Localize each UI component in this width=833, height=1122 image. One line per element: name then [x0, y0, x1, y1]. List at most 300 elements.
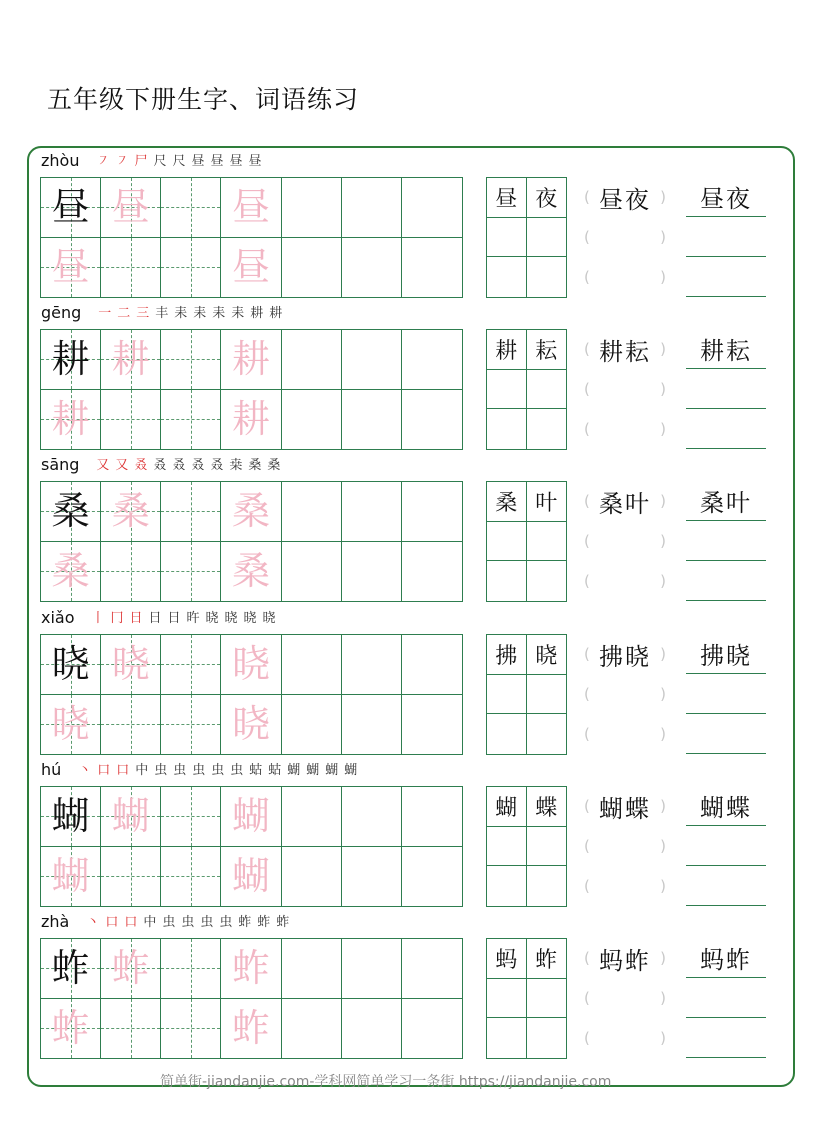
- open-paren: (: [584, 228, 590, 246]
- stroke-step: 昼: [191, 154, 205, 169]
- trace-character: 蝴: [111, 794, 150, 839]
- paren-word: 耕耘: [599, 337, 651, 366]
- word-blank-cell[interactable]: [527, 218, 567, 258]
- grid-cell[interactable]: [161, 178, 221, 238]
- stroke-step: 蛄: [249, 763, 263, 778]
- word-blank-cell[interactable]: [487, 979, 527, 1019]
- paren-blank[interactable]: [584, 866, 666, 906]
- underline-word: 昼夜: [700, 185, 752, 213]
- grid-cell[interactable]: [41, 542, 101, 602]
- grid-cell[interactable]: [101, 482, 161, 542]
- word-character: 晓: [527, 635, 567, 675]
- stroke-step: 蝴: [344, 763, 358, 778]
- stroke-step: 耒: [212, 306, 226, 321]
- grid-cell[interactable]: [342, 330, 402, 390]
- word-blank-cell[interactable]: [487, 370, 527, 410]
- word-grid: [486, 786, 567, 907]
- underline-word: 桑叶: [700, 489, 752, 517]
- close-paren: ): [660, 797, 666, 815]
- open-paren: (: [584, 340, 590, 358]
- word-blank-cell[interactable]: [527, 714, 567, 754]
- underline-blank[interactable]: [686, 634, 766, 674]
- underline-word: 耕耘: [700, 337, 752, 365]
- grid-cell[interactable]: [221, 635, 281, 695]
- stroke-step: 又: [96, 458, 110, 473]
- close-paren: ): [660, 268, 666, 286]
- grid-cell[interactable]: [161, 330, 221, 390]
- paren-fill-column: [584, 481, 666, 602]
- word-character: 桑: [487, 482, 527, 522]
- trace-character: 昼: [231, 245, 270, 290]
- grid-cell[interactable]: [161, 999, 221, 1059]
- paren-fill-column: [584, 177, 666, 298]
- paren-blank[interactable]: [584, 634, 666, 674]
- word-blank-cell[interactable]: [527, 257, 567, 297]
- underline-blank[interactable]: [686, 409, 766, 449]
- grid-cell[interactable]: [41, 330, 101, 390]
- word-character: 蚱: [527, 939, 567, 979]
- grid-cell[interactable]: [161, 847, 221, 907]
- word-blank-cell[interactable]: [527, 675, 567, 715]
- model-character: 昼: [51, 185, 90, 230]
- paren-blank[interactable]: [584, 521, 666, 561]
- grid-cell[interactable]: [221, 542, 281, 602]
- underline-word: 蝴蝶: [700, 794, 752, 822]
- word-blank-cell[interactable]: [487, 257, 527, 297]
- stroke-step: 蚱: [238, 915, 252, 930]
- grid-cell[interactable]: [282, 999, 342, 1059]
- grid-cell[interactable]: [282, 787, 342, 847]
- grid-cell[interactable]: [41, 482, 101, 542]
- grid-cell[interactable]: [161, 635, 221, 695]
- grid-cell[interactable]: [221, 999, 281, 1059]
- close-paren: ): [660, 949, 666, 967]
- trace-character: 桑: [231, 549, 270, 594]
- paren-blank[interactable]: [584, 217, 666, 257]
- grid-cell[interactable]: [402, 178, 462, 238]
- model-character: 蚱: [51, 946, 90, 991]
- grid-cell[interactable]: [101, 238, 161, 298]
- open-paren: (: [584, 685, 590, 703]
- stroke-step: ㇇: [115, 154, 129, 169]
- paren-blank[interactable]: [584, 257, 666, 297]
- stroke-step: 昼: [210, 154, 224, 169]
- grid-cell[interactable]: [342, 999, 402, 1059]
- grid-cell[interactable]: [41, 999, 101, 1059]
- grid-cell[interactable]: [402, 847, 462, 907]
- paren-blank[interactable]: [584, 561, 666, 601]
- underline-blank[interactable]: [686, 521, 766, 561]
- underline-blank[interactable]: [686, 1018, 766, 1058]
- close-paren: ): [660, 1029, 666, 1047]
- stroke-step: 叒: [172, 458, 186, 473]
- close-paren: ): [660, 532, 666, 550]
- close-paren: ): [660, 685, 666, 703]
- grid-cell[interactable]: [282, 482, 342, 542]
- trace-character: 晓: [231, 702, 270, 747]
- grid-cell[interactable]: [41, 390, 101, 450]
- paren-blank[interactable]: [584, 329, 666, 369]
- stroke-step: 口: [105, 915, 119, 930]
- grid-cell[interactable]: [282, 635, 342, 695]
- paren-blank[interactable]: [584, 177, 666, 217]
- close-paren: ): [660, 725, 666, 743]
- word-blank-cell[interactable]: [487, 714, 527, 754]
- char-section: [0, 298, 833, 450]
- open-paren: (: [584, 837, 590, 855]
- grid-cell[interactable]: [41, 787, 101, 847]
- grid-cell[interactable]: [221, 847, 281, 907]
- word-blank-cell[interactable]: [487, 675, 527, 715]
- trace-character: 昼: [111, 185, 150, 230]
- underline-blank[interactable]: [686, 177, 766, 217]
- stroke-order: [93, 153, 264, 171]
- word-blank-cell[interactable]: [527, 979, 567, 1019]
- word-grid: [486, 634, 567, 755]
- word-blank-cell[interactable]: [487, 409, 527, 449]
- word-grid: [486, 938, 567, 1059]
- stroke-step: 叒: [134, 458, 148, 473]
- paren-fill-column: [584, 634, 666, 755]
- stroke-step: 蝴: [325, 763, 339, 778]
- stroke-step: 昼: [248, 154, 262, 169]
- underline-column: [686, 634, 766, 755]
- trace-character: 耕: [111, 337, 150, 382]
- word-blank-cell[interactable]: [527, 866, 567, 906]
- grid-cell[interactable]: [282, 542, 342, 602]
- stroke-step: 耕: [269, 306, 283, 321]
- pinyin-stroke-row: [41, 910, 292, 932]
- grid-cell[interactable]: [282, 238, 342, 298]
- underline-column: [686, 481, 766, 602]
- stroke-step: 蚱: [276, 915, 290, 930]
- grid-cell[interactable]: [41, 847, 101, 907]
- stroke-step: 丰: [155, 306, 169, 321]
- stroke-step: 耒: [174, 306, 188, 321]
- stroke-step: 虫: [200, 915, 214, 930]
- stroke-step: 丨: [91, 611, 105, 626]
- grid-cell[interactable]: [342, 390, 402, 450]
- writing-grid: [40, 786, 463, 907]
- char-section: [0, 755, 833, 907]
- stroke-step: 耒: [231, 306, 245, 321]
- grid-cell[interactable]: [402, 695, 462, 755]
- underline-blank[interactable]: [686, 329, 766, 369]
- underline-blank[interactable]: [686, 826, 766, 866]
- stroke-step: 尺: [172, 154, 186, 169]
- grid-cell[interactable]: [282, 178, 342, 238]
- word-blank-cell[interactable]: [527, 370, 567, 410]
- grid-cell[interactable]: [221, 787, 281, 847]
- word-grid: [486, 177, 567, 298]
- paren-blank[interactable]: [584, 826, 666, 866]
- underline-blank[interactable]: [686, 866, 766, 906]
- stroke-step: 二: [117, 306, 131, 321]
- grid-cell[interactable]: [161, 787, 221, 847]
- grid-cell[interactable]: [101, 542, 161, 602]
- word-character: 昼: [487, 178, 527, 218]
- word-blank-cell[interactable]: [527, 409, 567, 449]
- paren-fill-column: [584, 938, 666, 1059]
- trace-character: 晓: [51, 702, 90, 747]
- trace-character: 耕: [231, 337, 270, 382]
- grid-cell[interactable]: [282, 695, 342, 755]
- trace-character: 蚱: [231, 1006, 270, 1051]
- grid-cell[interactable]: [342, 787, 402, 847]
- underline-word: 拂晓: [700, 642, 752, 670]
- trace-character: 桑: [231, 489, 270, 534]
- stroke-step: ㇇: [96, 154, 110, 169]
- pinyin-stroke-row: [41, 301, 285, 323]
- underline-column: [686, 329, 766, 450]
- stroke-step: 三: [136, 306, 150, 321]
- underline-blank[interactable]: [686, 369, 766, 409]
- trace-character: 昼: [231, 185, 270, 230]
- grid-cell[interactable]: [402, 542, 462, 602]
- word-blank-cell[interactable]: [487, 1018, 527, 1058]
- close-paren: ): [660, 837, 666, 855]
- trace-character: 耕: [231, 397, 270, 442]
- grid-cell[interactable]: [101, 939, 161, 999]
- open-paren: (: [584, 797, 590, 815]
- grid-cell[interactable]: [161, 695, 221, 755]
- open-paren: (: [584, 725, 590, 743]
- close-paren: ): [660, 420, 666, 438]
- grid-cell[interactable]: [161, 390, 221, 450]
- grid-cell[interactable]: [101, 695, 161, 755]
- paren-blank[interactable]: [584, 786, 666, 826]
- grid-cell[interactable]: [41, 695, 101, 755]
- grid-cell[interactable]: [41, 939, 101, 999]
- stroke-step: 冂: [110, 611, 124, 626]
- grid-cell[interactable]: [342, 178, 402, 238]
- paren-blank[interactable]: [584, 409, 666, 449]
- paren-blank[interactable]: [584, 1018, 666, 1058]
- writing-grid: [40, 481, 463, 602]
- close-paren: ): [660, 228, 666, 246]
- word-blank-cell[interactable]: [527, 561, 567, 601]
- grid-cell[interactable]: [101, 635, 161, 695]
- word-character: 拂: [487, 635, 527, 675]
- grid-cell[interactable]: [161, 482, 221, 542]
- underline-blank[interactable]: [686, 481, 766, 521]
- open-paren: (: [584, 572, 590, 590]
- pinyin-label: zhòu: [41, 151, 80, 170]
- grid-cell[interactable]: [101, 390, 161, 450]
- word-character: 耘: [527, 330, 567, 370]
- pinyin-label: xiǎo: [41, 608, 75, 627]
- grid-cell[interactable]: [41, 178, 101, 238]
- grid-cell[interactable]: [402, 330, 462, 390]
- grid-cell[interactable]: [282, 330, 342, 390]
- word-blank-cell[interactable]: [487, 561, 527, 601]
- stroke-step: 昼: [229, 154, 243, 169]
- grid-cell[interactable]: [402, 390, 462, 450]
- stroke-step: 虫: [181, 915, 195, 930]
- word-character: 蝴: [487, 787, 527, 827]
- grid-cell[interactable]: [41, 635, 101, 695]
- grid-cell[interactable]: [282, 939, 342, 999]
- underline-blank[interactable]: [686, 674, 766, 714]
- underline-blank[interactable]: [686, 786, 766, 826]
- grid-cell[interactable]: [342, 542, 402, 602]
- grid-cell[interactable]: [221, 178, 281, 238]
- underline-blank[interactable]: [686, 561, 766, 601]
- stroke-step: 尸: [134, 154, 148, 169]
- word-character: 蚂: [487, 939, 527, 979]
- trace-character: 桑: [51, 549, 90, 594]
- writing-grid: [40, 329, 463, 450]
- stroke-step: 桑: [267, 458, 281, 473]
- paren-word: 蝴蝶: [599, 794, 651, 823]
- grid-cell[interactable]: [282, 390, 342, 450]
- underline-blank[interactable]: [686, 217, 766, 257]
- char-section: [0, 907, 833, 1059]
- stroke-step: 中: [135, 763, 149, 778]
- grid-cell[interactable]: [402, 635, 462, 695]
- stroke-step: 蝴: [306, 763, 320, 778]
- stroke-step: 日: [167, 611, 181, 626]
- word-blank-cell[interactable]: [487, 218, 527, 258]
- trace-character: 桑: [111, 489, 150, 534]
- grid-cell[interactable]: [221, 238, 281, 298]
- stroke-step: 晓: [224, 611, 238, 626]
- trace-character: 昼: [51, 245, 90, 290]
- grid-cell[interactable]: [402, 482, 462, 542]
- paren-blank[interactable]: [584, 938, 666, 978]
- underline-blank[interactable]: [686, 257, 766, 297]
- word-blank-cell[interactable]: [527, 522, 567, 562]
- word-blank-cell[interactable]: [527, 1018, 567, 1058]
- underline-blank[interactable]: [686, 714, 766, 754]
- char-section: [0, 450, 833, 602]
- stroke-step: 桒: [229, 458, 243, 473]
- paren-blank[interactable]: [584, 369, 666, 409]
- stroke-step: 蚱: [257, 915, 271, 930]
- paren-blank[interactable]: [584, 481, 666, 521]
- grid-cell[interactable]: [101, 999, 161, 1059]
- grid-cell[interactable]: [101, 787, 161, 847]
- grid-cell[interactable]: [101, 330, 161, 390]
- pinyin-stroke-row: [41, 606, 279, 628]
- model-character: 蝴: [51, 794, 90, 839]
- grid-cell[interactable]: [342, 635, 402, 695]
- page-title: 五年级下册生字、词语练习: [47, 85, 360, 114]
- paren-blank[interactable]: [584, 674, 666, 714]
- underline-blank[interactable]: [686, 978, 766, 1018]
- model-character: 桑: [51, 489, 90, 534]
- word-blank-cell[interactable]: [487, 522, 527, 562]
- pinyin-stroke-row: [41, 453, 283, 475]
- paren-blank[interactable]: [584, 714, 666, 754]
- grid-cell[interactable]: [221, 482, 281, 542]
- grid-cell[interactable]: [161, 939, 221, 999]
- writing-grid: [40, 177, 463, 298]
- word-blank-cell[interactable]: [527, 827, 567, 867]
- pinyin-label: hú: [41, 760, 62, 779]
- trace-character: 蚱: [51, 1006, 90, 1051]
- pinyin-label: zhà: [41, 912, 70, 931]
- underline-blank[interactable]: [686, 938, 766, 978]
- underline-column: [686, 177, 766, 298]
- pinyin-stroke-row: [41, 758, 360, 780]
- trace-character: 蝴: [231, 854, 270, 899]
- stroke-step: 蝴: [287, 763, 301, 778]
- grid-cell[interactable]: [221, 330, 281, 390]
- stroke-step: 口: [124, 915, 138, 930]
- stroke-step: 虫: [162, 915, 176, 930]
- stroke-step: 日: [129, 611, 143, 626]
- grid-cell[interactable]: [402, 999, 462, 1059]
- word-blank-cell[interactable]: [487, 827, 527, 867]
- grid-cell[interactable]: [402, 787, 462, 847]
- trace-character: 晓: [111, 642, 150, 687]
- grid-cell[interactable]: [221, 390, 281, 450]
- grid-cell[interactable]: [161, 238, 221, 298]
- close-paren: ): [660, 989, 666, 1007]
- stroke-order: [89, 610, 279, 628]
- grid-cell[interactable]: [402, 238, 462, 298]
- word-blank-cell[interactable]: [487, 866, 527, 906]
- stroke-step: 耒: [193, 306, 207, 321]
- char-section: [0, 603, 833, 755]
- grid-cell[interactable]: [101, 847, 161, 907]
- open-paren: (: [584, 420, 590, 438]
- stroke-step: 晓: [205, 611, 219, 626]
- grid-cell[interactable]: [41, 238, 101, 298]
- stroke-step: 口: [97, 763, 111, 778]
- grid-cell[interactable]: [101, 178, 161, 238]
- stroke-step: 一: [98, 306, 112, 321]
- grid-cell[interactable]: [342, 939, 402, 999]
- pinyin-stroke-row: [41, 149, 264, 171]
- grid-cell[interactable]: [342, 482, 402, 542]
- trace-character: 耕: [51, 397, 90, 442]
- grid-cell[interactable]: [221, 939, 281, 999]
- stroke-step: 虫: [219, 915, 233, 930]
- stroke-order: [95, 305, 285, 323]
- open-paren: (: [584, 1029, 590, 1047]
- paren-fill-column: [584, 786, 666, 907]
- word-grid: [486, 481, 567, 602]
- grid-cell[interactable]: [282, 847, 342, 907]
- grid-cell[interactable]: [161, 542, 221, 602]
- stroke-step: 叒: [210, 458, 224, 473]
- stroke-step: 尺: [153, 154, 167, 169]
- close-paren: ): [660, 340, 666, 358]
- close-paren: ): [660, 877, 666, 895]
- paren-word: 拂晓: [599, 642, 651, 671]
- close-paren: ): [660, 380, 666, 398]
- char-section: [0, 146, 833, 298]
- stroke-step: 虫: [173, 763, 187, 778]
- grid-cell[interactable]: [342, 695, 402, 755]
- grid-cell[interactable]: [221, 695, 281, 755]
- trace-character: 蝴: [231, 794, 270, 839]
- grid-cell[interactable]: [342, 847, 402, 907]
- pinyin-label: sāng: [41, 455, 80, 474]
- open-paren: (: [584, 532, 590, 550]
- paren-word: 桑叶: [599, 489, 651, 518]
- grid-cell[interactable]: [402, 939, 462, 999]
- stroke-step: 蛄: [268, 763, 282, 778]
- open-paren: (: [584, 268, 590, 286]
- paren-blank[interactable]: [584, 978, 666, 1018]
- stroke-step: 丶: [78, 763, 92, 778]
- grid-cell[interactable]: [342, 238, 402, 298]
- stroke-step: 虫: [230, 763, 244, 778]
- stroke-order: [83, 914, 292, 932]
